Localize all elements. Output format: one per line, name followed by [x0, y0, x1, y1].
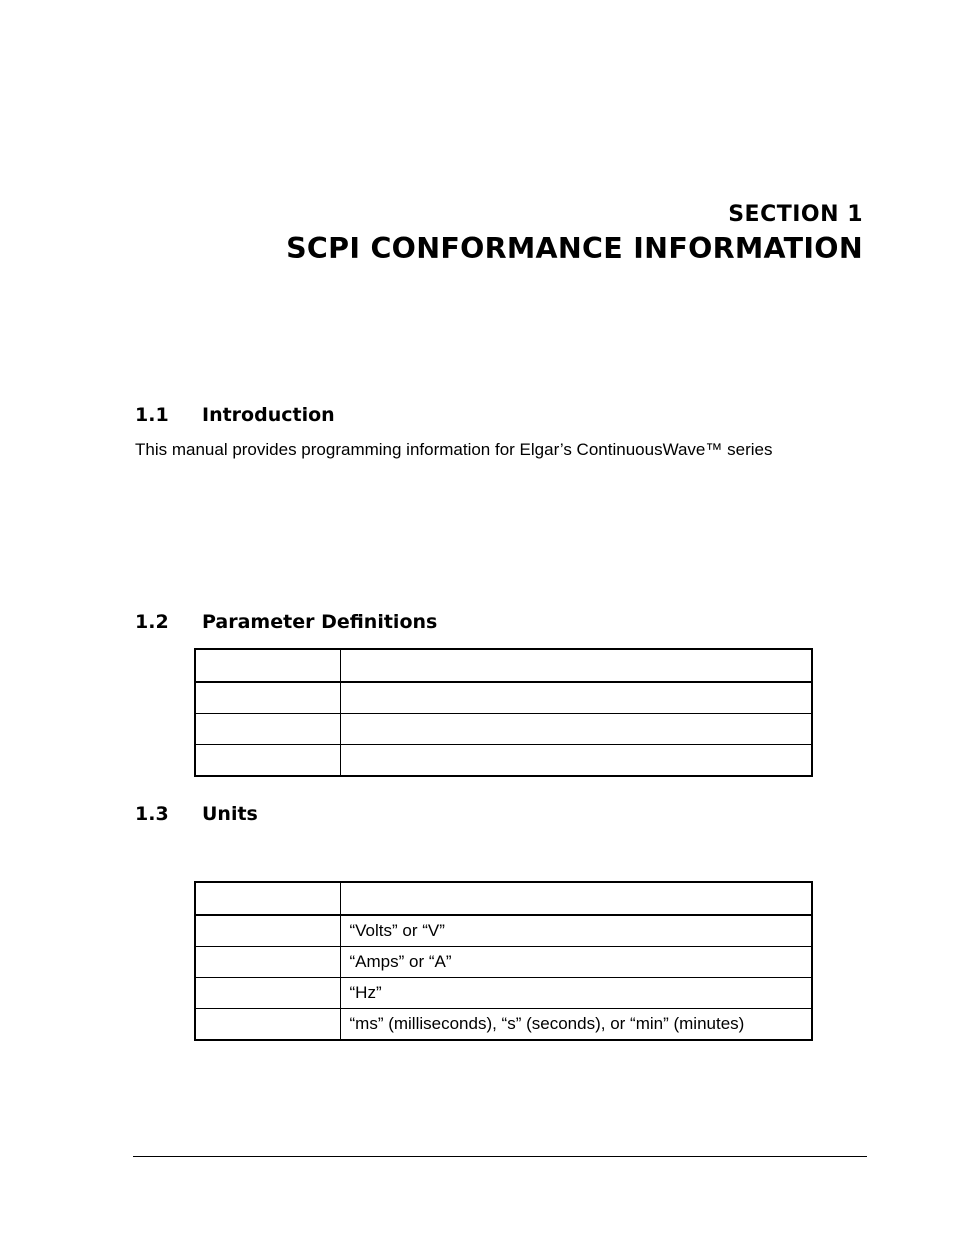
- parameter-table: [194, 648, 813, 777]
- table-cell: [195, 745, 340, 777]
- section-title: Parameter Definitions: [202, 611, 438, 633]
- heading-parameter-definitions: [135, 611, 437, 633]
- table-cell: [340, 745, 812, 777]
- table-cell: [195, 947, 340, 978]
- section-number: 1.1: [135, 404, 169, 426]
- chapter-title: SCPI CONFORMANCE INFORMATION: [286, 232, 863, 265]
- footer-divider: [133, 1156, 867, 1157]
- table-cell: [340, 682, 812, 714]
- table-header-cell: [195, 649, 340, 682]
- table-cell: “Hz”: [340, 978, 812, 1009]
- table-header-row: [195, 882, 812, 915]
- section-number: 1.2: [135, 611, 169, 633]
- table-row: [195, 947, 812, 978]
- table-cell: [340, 714, 812, 745]
- table-header-cell: [195, 882, 340, 915]
- table-cell: “Amps” or “A”: [340, 947, 812, 978]
- table-row: [195, 745, 812, 777]
- table-cell: [195, 714, 340, 745]
- section-number: 1.3: [135, 803, 169, 825]
- table-cell: [195, 915, 340, 947]
- heading-introduction: [135, 404, 335, 426]
- table-row: [195, 714, 812, 745]
- table-row: [195, 915, 812, 947]
- intro-paragraph: This manual provides programming information for Elgar’s ContinuousWave™ series: [135, 440, 773, 459]
- table-header-cell: [340, 649, 812, 682]
- table-row: [195, 682, 812, 714]
- section-title: Units: [202, 803, 258, 825]
- table-cell: [195, 682, 340, 714]
- table-cell: “Volts” or “V”: [340, 915, 812, 947]
- section-title: Introduction: [202, 404, 335, 426]
- heading-units: [135, 803, 258, 825]
- units-table: [194, 881, 813, 1041]
- table-row: [195, 978, 812, 1009]
- section-label: SECTION 1: [728, 202, 863, 227]
- table-cell: [195, 1009, 340, 1041]
- table-row: [195, 1009, 812, 1041]
- table-header-cell: [340, 882, 812, 915]
- table-cell: “ms” (milliseconds), “s” (seconds), or “min” (minutes): [340, 1009, 812, 1041]
- table-header-row: [195, 649, 812, 682]
- table-cell: [195, 978, 340, 1009]
